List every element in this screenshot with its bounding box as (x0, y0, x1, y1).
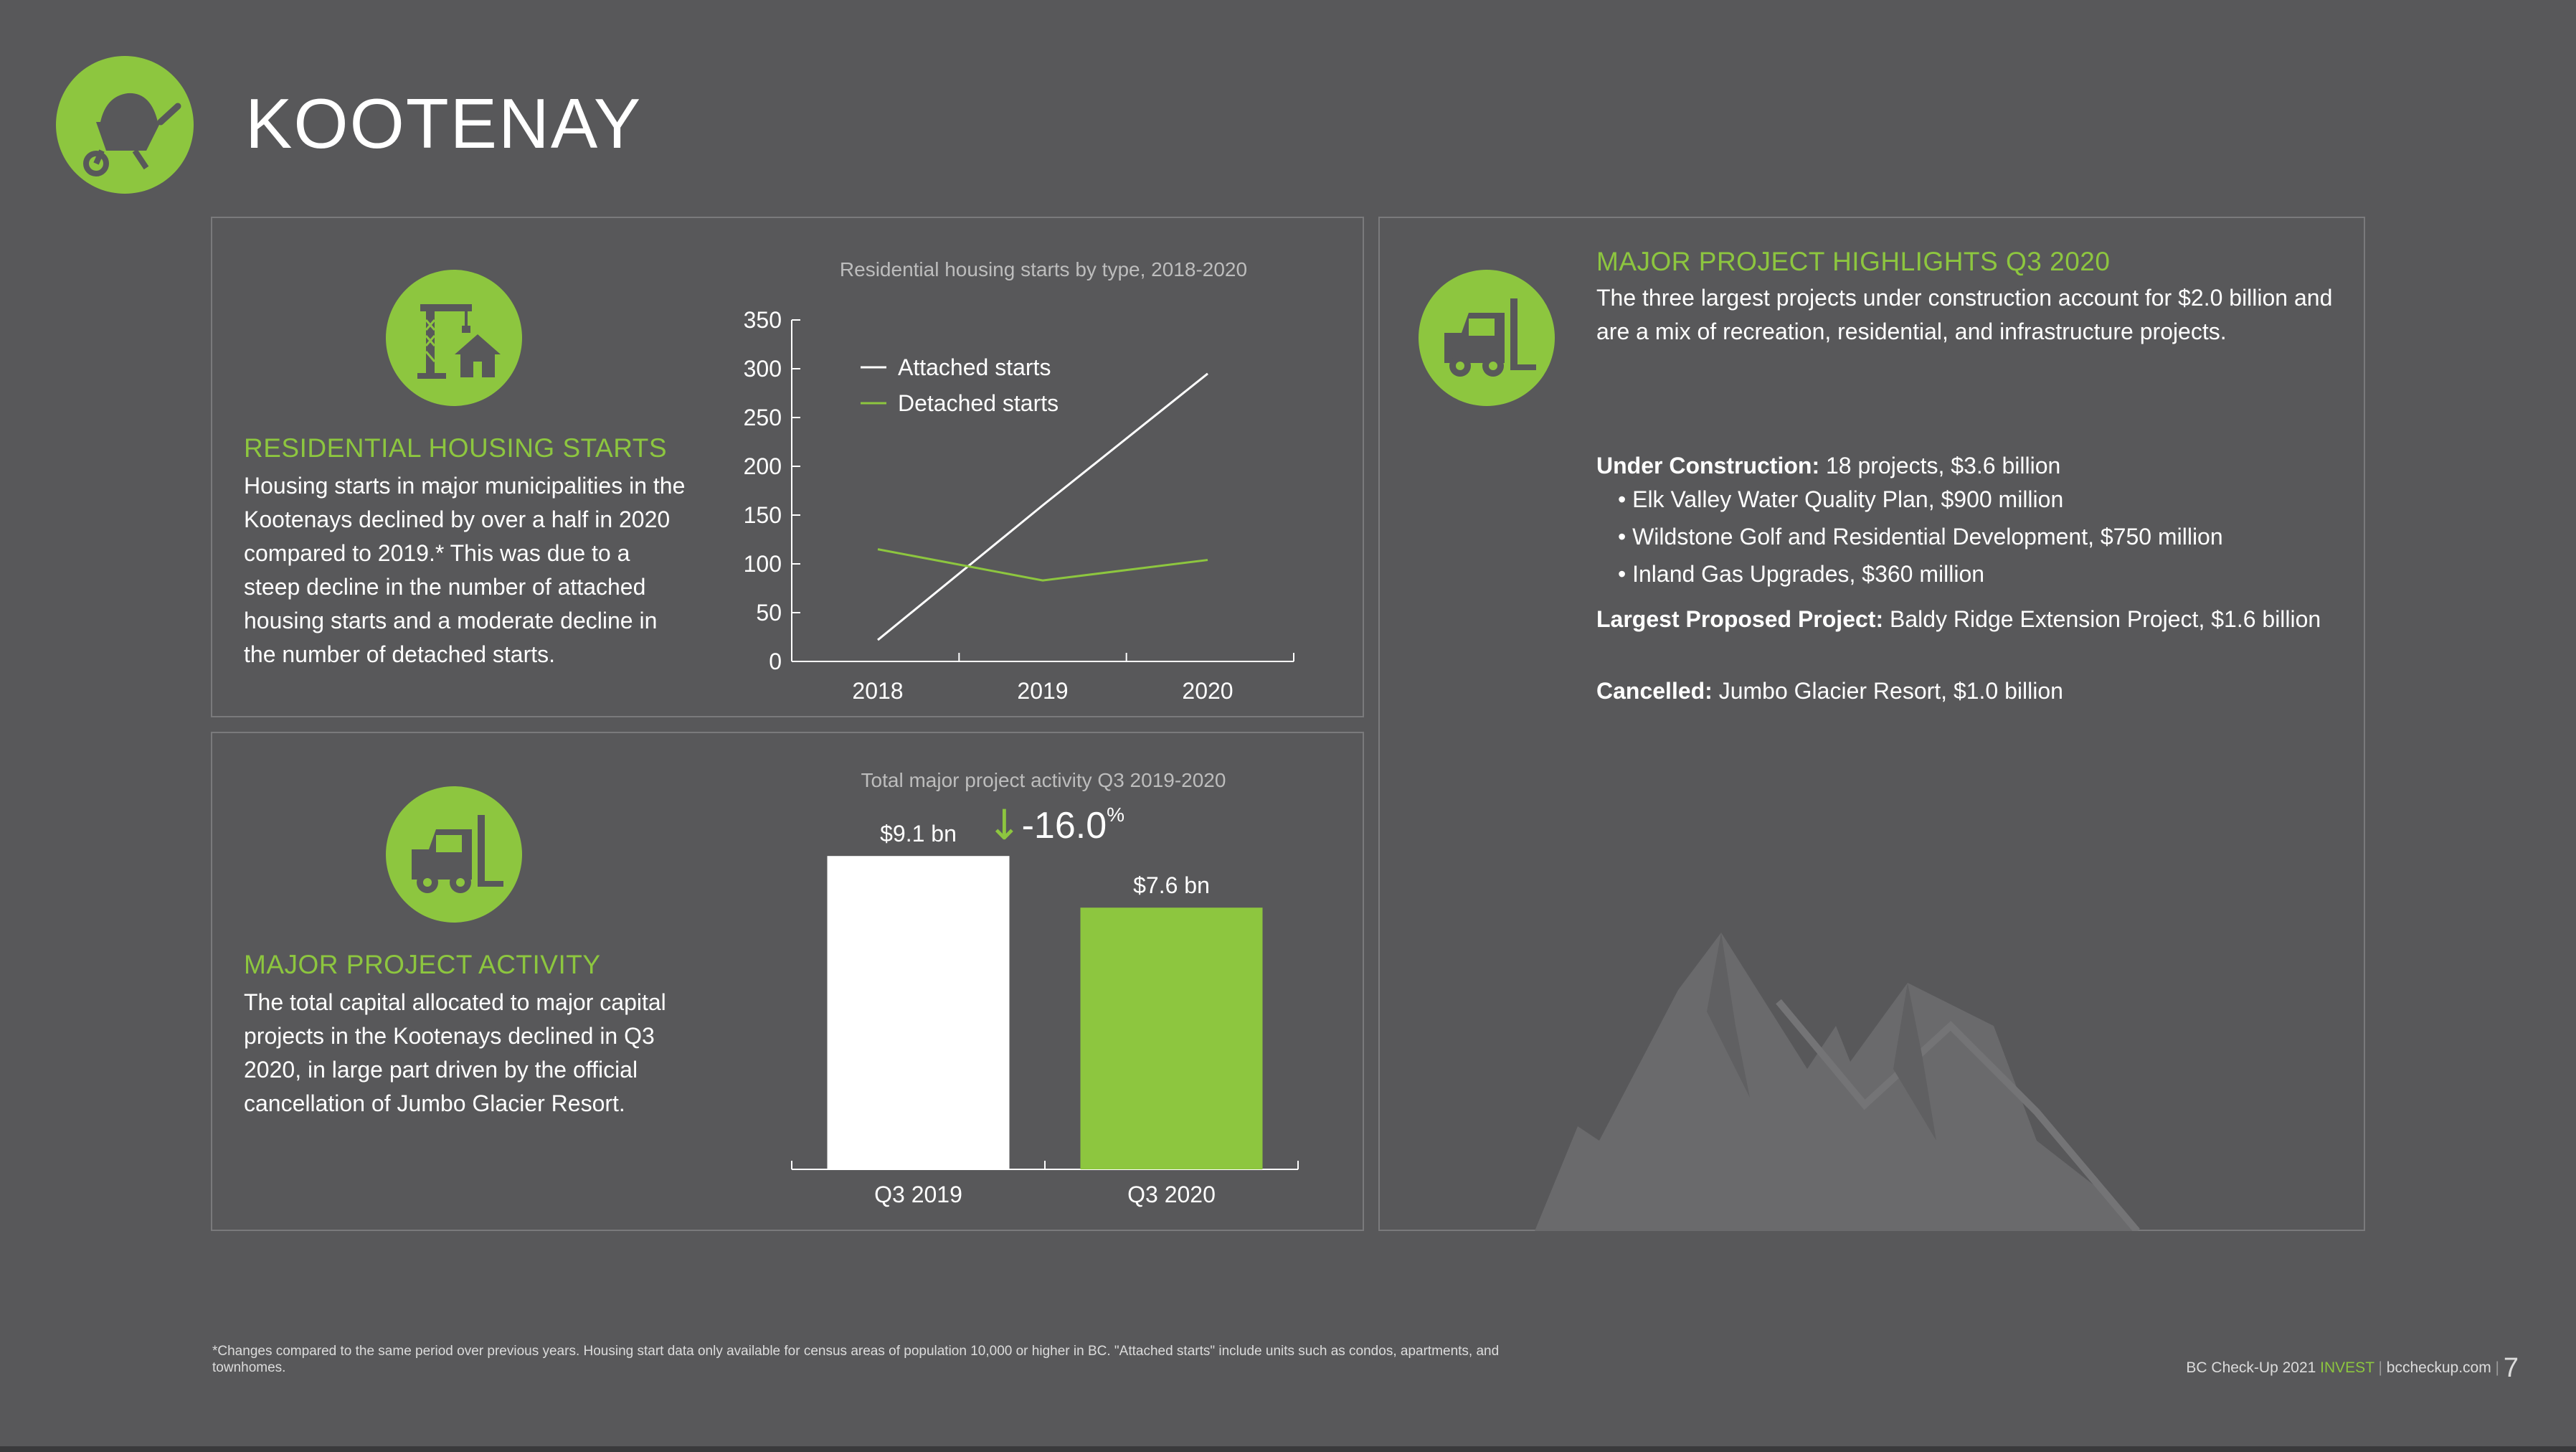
cancelled-value: Jumbo Glacier Resort, $1.0 billion (1712, 678, 2063, 704)
bar-data-label: $9.1 bn (880, 821, 957, 847)
page-title: KOOTENAY (245, 84, 643, 163)
under-construction-line (1596, 449, 2342, 483)
y-tick-label: 100 (743, 551, 782, 577)
highlights-heading: MAJOR PROJECT HIGHLIGHTS Q3 2020 (1596, 247, 2111, 276)
x-tick-label: Q3 2019 (874, 1182, 962, 1207)
housing-starts-line-chart (710, 301, 1320, 703)
under-construction-value: 18 projects, $3.6 billion (1819, 453, 2061, 478)
activity-change-value: -16.0 (1021, 805, 1107, 847)
footer-separator: | (2495, 1359, 2500, 1377)
bar-data-label: $7.6 bn (1133, 872, 1210, 899)
x-tick-label: 2020 (1182, 678, 1233, 703)
activity-icon-circle (386, 786, 522, 923)
legend-label: Attached starts (898, 354, 1051, 380)
project-activity-bar-chart (782, 811, 1320, 1227)
list-item: • Inland Gas Upgrades, $360 million (1618, 561, 1985, 587)
arrow-down-icon: ↓ (987, 801, 1022, 849)
forklift-icon (386, 786, 522, 923)
y-tick-label: 250 (743, 405, 782, 430)
footer-brand: BC Check-Up 2021 (2186, 1359, 2316, 1377)
y-tick-label: 200 (743, 453, 782, 479)
bar (828, 856, 1010, 1169)
y-tick-label: 350 (743, 307, 782, 333)
title-icon-circle (56, 56, 194, 194)
proposed-project-line (1596, 605, 2342, 633)
footer-separator: | (2378, 1359, 2382, 1377)
bottom-rule (0, 1446, 2576, 1452)
residential-icon-circle (386, 270, 522, 406)
mountain-graphic (1535, 882, 2238, 1231)
bar (1081, 908, 1263, 1169)
x-tick-label: 2019 (1017, 678, 1069, 703)
list-item: • Wildstone Golf and Residential Development, $750 million (1618, 524, 2223, 550)
activity-heading: MAJOR PROJECT ACTIVITY (244, 950, 601, 979)
residential-heading: RESIDENTIAL HOUSING STARTS (244, 433, 668, 463)
activity-chart-title: Total major project activity Q3 2019-2020 (861, 769, 1226, 791)
y-tick-label: 0 (769, 649, 782, 674)
proposed-label: Largest Proposed Project: (1596, 606, 1884, 632)
footnote: *Changes compared to the same period over previous years. Housing start data only available for census areas of population 10,000 or higher in BC. "Attached starts" include units such as condos, apartments, and townhomes. (212, 1344, 1500, 1375)
footer-section: INVEST (2320, 1359, 2374, 1377)
wheelbarrow-icon (56, 56, 194, 194)
page-number: 7 (2503, 1353, 2519, 1383)
legend-label: Detached starts (898, 390, 1059, 416)
highlights-intro: The three largest projects under construction account for $2.0 billion and are a mix of recreation, residential, and infrastructure projects. (1596, 285, 2333, 344)
x-tick-label: 2018 (852, 678, 904, 703)
under-construction-list (1618, 486, 2342, 598)
highlights-icon-circle (1419, 270, 1555, 406)
activity-change-unit: % (1107, 803, 1125, 826)
under-construction-label: Under Construction: (1596, 453, 1820, 478)
activity-body: The total capital allocated to major capital projects in the Kootenays declined in Q3 2020, in large part driven by the official cancellation of Jumbo Glacier Resort. (244, 989, 666, 1116)
y-tick-label: 50 (756, 600, 782, 626)
forklift-icon (1419, 270, 1555, 406)
housing-chart-title: Residential housing starts by type, 2018-2020 (839, 258, 1248, 280)
cancelled-label: Cancelled: (1596, 678, 1713, 704)
residential-body: Housing starts in major municipalities in the Kootenays declined by over a half in 2020 compared to 2019.* This was due to a steep decline in the number of attached housing starts and a moderate decline in the number of detached starts. (244, 473, 686, 667)
y-tick-label: 300 (743, 356, 782, 382)
crane-house-icon (386, 270, 522, 406)
cancelled-line (1596, 677, 2342, 704)
x-tick-label: Q3 2020 (1127, 1182, 1216, 1207)
footer-site[interactable]: bccheckup.com (2386, 1359, 2491, 1377)
proposed-value: Baldy Ridge Extension Project, $1.6 billion (1883, 606, 2321, 632)
y-tick-label: 150 (743, 502, 782, 528)
list-item: • Elk Valley Water Quality Plan, $900 million (1618, 486, 2064, 512)
page-footer (2186, 1353, 2519, 1384)
series-line-1 (878, 550, 1208, 581)
